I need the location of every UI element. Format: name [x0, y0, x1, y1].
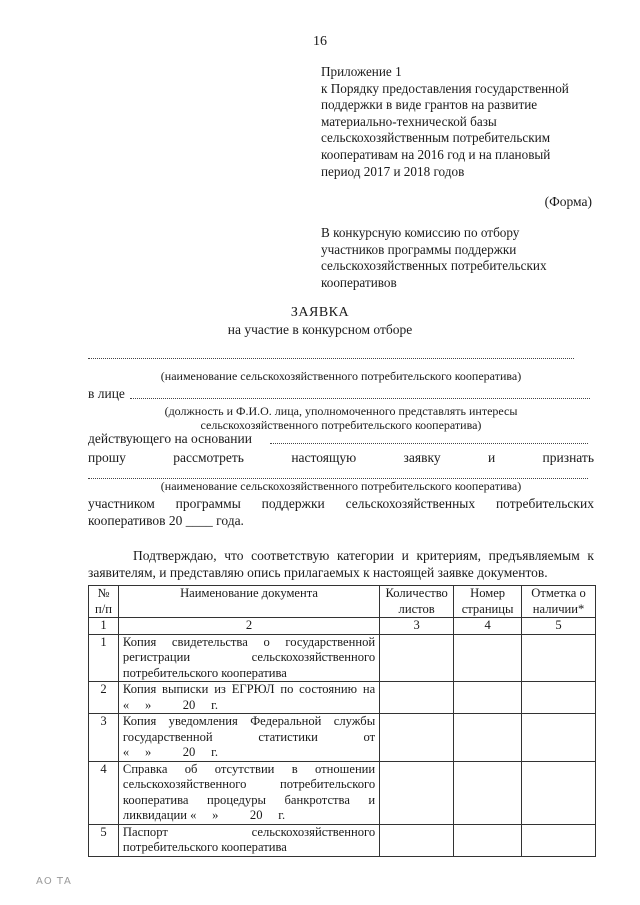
- document-name-line: Справка об отсутствии в отношении: [122, 761, 376, 776]
- col-number: 3: [380, 618, 454, 635]
- form-label: (Форма): [544, 194, 592, 209]
- document-name-line: кооператива процедуры банкротства и: [122, 792, 376, 807]
- request-word: заявку: [403, 450, 441, 465]
- document-name-line: сельскохозяйственного потребительского: [122, 777, 376, 791]
- v-litse-label: в лице: [88, 386, 125, 401]
- document-name: [118, 634, 379, 682]
- col-header-page: Номер страницы: [454, 586, 522, 618]
- acting-basis-line[interactable]: [270, 443, 588, 444]
- request-word: рассмотреть: [173, 450, 244, 465]
- document-name-line: потребительского кооператива: [122, 665, 287, 680]
- mark-cell[interactable]: [522, 682, 596, 714]
- participant-word: потребительских: [495, 496, 594, 511]
- appendix-line: к Порядку предоставления государственной: [321, 80, 569, 96]
- coop-name-caption-2: (наименование сельскохозяйственного потребительского кооператива): [160, 479, 522, 493]
- request-word: настоящую: [291, 450, 357, 465]
- request-word: и: [487, 450, 496, 465]
- table-row: [89, 824, 596, 856]
- appendix-line: материально-технической базы: [321, 113, 497, 129]
- document-name-line: Копия свидетельства о государственной: [122, 634, 376, 649]
- representative-caption-1: (должность и Ф.И.О. лица, уполномоченного представлять интересы: [164, 404, 518, 418]
- mark-cell[interactable]: [522, 714, 596, 762]
- confirm-paragraph: Подтверждаю, что соответствую категории и критериям, предъявляемым к заявителям, и представляю опись прилагаемых к настоящей заявке документов.: [88, 548, 594, 580]
- page-cell[interactable]: [454, 634, 522, 682]
- row-number: 2: [89, 682, 119, 714]
- appendix-line: период 2017 и 2018 годов: [321, 163, 465, 179]
- sheets-cell[interactable]: [380, 714, 454, 762]
- document-name-line: « » 20 г.: [122, 697, 218, 712]
- col-header-name: Наименование документа: [118, 586, 379, 618]
- page-cell[interactable]: [454, 714, 522, 762]
- col-number: 5: [522, 618, 596, 635]
- document-name-line: Копия уведомления Федеральной службы: [122, 714, 376, 728]
- mark-cell[interactable]: [522, 761, 596, 824]
- addressee-line: сельскохозяйственных потребительских: [321, 258, 547, 274]
- document-name: [118, 761, 379, 824]
- addressee-line: В конкурсную комиссию по отбору: [321, 225, 520, 240]
- addressee-line: участников программы поддержки: [321, 241, 517, 257]
- document-name-line: « » 20 г.: [122, 745, 218, 759]
- document-name-line: государственной статистики от: [122, 729, 376, 744]
- document-name: [118, 824, 379, 856]
- participant-word: сельскохозяйственных: [345, 496, 476, 511]
- appendix-line: Приложение 1: [321, 64, 402, 79]
- addressee-line: кооперативов: [321, 274, 397, 290]
- sheets-cell[interactable]: [380, 761, 454, 824]
- sheets-cell[interactable]: [380, 682, 454, 714]
- document-name: [118, 714, 379, 762]
- page-number: 16: [313, 34, 327, 49]
- row-number: 4: [89, 761, 119, 824]
- col-header-sheets: Количество листов: [380, 586, 454, 618]
- table-header-row: [89, 586, 596, 618]
- col-header-mark: Отметка о наличии*: [522, 586, 596, 618]
- participant-word: программы: [175, 496, 241, 511]
- appendix-line: сельскохозяйственным потребительским: [321, 130, 551, 146]
- appendix-line: кооперативам на 2016 год и на плановый: [321, 146, 551, 162]
- addressee: [321, 225, 611, 291]
- table-row: [89, 761, 596, 824]
- col-header-number: № п/п: [89, 586, 119, 618]
- documents-table: [88, 585, 596, 857]
- coop-name-caption: (наименование сельскохозяйственного потребительского кооператива): [160, 369, 522, 383]
- participant-word: участником: [88, 496, 155, 511]
- scan-stamp: АО ТА: [36, 876, 72, 887]
- sheets-cell[interactable]: [380, 824, 454, 856]
- page-cell[interactable]: [454, 824, 522, 856]
- participant-word: поддержки: [261, 496, 325, 511]
- document-name-line: Паспорт сельскохозяйственного: [122, 824, 376, 839]
- representative-line[interactable]: [130, 398, 590, 399]
- mark-cell[interactable]: [522, 824, 596, 856]
- document-subtitle: на участие в конкурсном отборе: [227, 322, 413, 337]
- document-name-line: Копия выписки из ЕГРЮЛ по состоянию на: [122, 682, 376, 696]
- document-title: ЗАЯВКА: [290, 305, 350, 320]
- row-number: 3: [89, 714, 119, 762]
- acting-basis-label: действующего на основании: [88, 431, 252, 446]
- coop-name-line[interactable]: [88, 358, 574, 359]
- request-word: прошу: [88, 450, 126, 465]
- document-name: [118, 682, 379, 714]
- table-row: [89, 714, 596, 762]
- table-row: [89, 634, 596, 682]
- participant-line: [88, 496, 594, 512]
- document-name-line: ликвидации « » 20 г.: [122, 808, 286, 822]
- table-row: [89, 682, 596, 714]
- col-number: 4: [454, 618, 522, 635]
- document-name-line: регистрации сельскохозяйственного: [122, 650, 376, 664]
- document-name-line: потребительского кооператива: [122, 840, 287, 854]
- mark-cell[interactable]: [522, 634, 596, 682]
- sheets-cell[interactable]: [380, 634, 454, 682]
- appendix-line: поддержки в виде грантов на развитие: [321, 97, 538, 113]
- col-number: 2: [118, 618, 379, 635]
- request-line: [88, 450, 594, 466]
- table-column-numbers-row: [89, 618, 596, 635]
- request-word: признать: [542, 450, 594, 465]
- row-number: 5: [89, 824, 119, 856]
- col-number: 1: [89, 618, 119, 635]
- page-cell[interactable]: [454, 761, 522, 824]
- participant-year: кооперативов 20 ____ года.: [88, 513, 244, 528]
- representative-caption-2: сельскохозяйственного потребительского кооператива): [200, 418, 482, 432]
- page-cell[interactable]: [454, 682, 522, 714]
- row-number: 1: [89, 634, 119, 682]
- appendix-header: [321, 64, 611, 180]
